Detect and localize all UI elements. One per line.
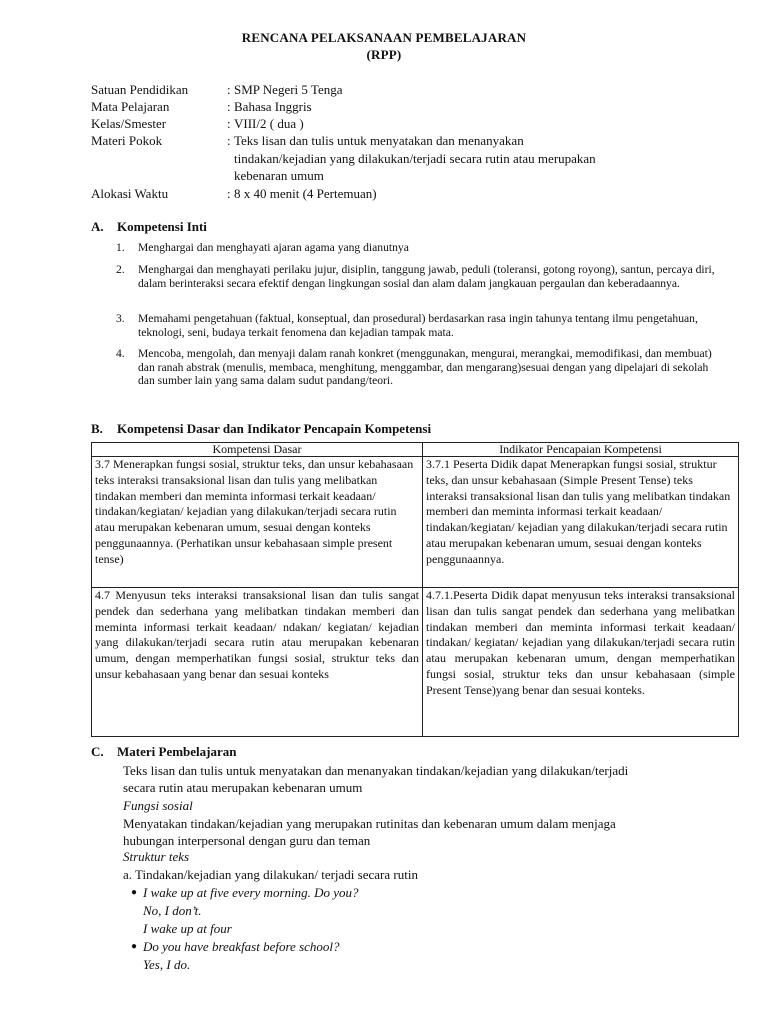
document-title: RENCANA PELAKSANAAN PEMBELAJARAN bbox=[241, 30, 527, 45]
section-title: Materi Pembelajaran bbox=[117, 744, 237, 759]
colon: : bbox=[227, 82, 231, 97]
bullet-icon: ● bbox=[131, 887, 138, 898]
kelas-label: Kelas/Smester bbox=[91, 116, 167, 131]
point-a-text: a. Tindakan/kejadian yang dilakukan/ terjadi secara rutin bbox=[123, 867, 418, 882]
section-a-heading bbox=[91, 219, 207, 235]
materi-label: Materi Pokok bbox=[91, 133, 163, 148]
ki-text: Menghargai dan menghayati perilaku jujur, disiplin, tanggung jawab, peduli (toleransi, gotong royong), santun, percaya diri, dalam berinteraksi secara efektif dengan lingkungan sosial dan alam dalam jangkauan pergaulan dan keberadaannya. bbox=[138, 263, 715, 290]
table-cell-kd: 4.7 Menyusun teks interaksi transaksional lisan dan tulis sangat pendek dan sederhana yang melibatkan tindakan memberi dan meminta informasi terkait keadaan/ ndakan/ kegiatan/ kejadian yang dilakukan/terjadi secara rutin atau merupakan kebenaran umum, dengan memperhatikan fungsi sosial, struktur teks dan unsur kebahasaan yang benar dan sesuai konteks bbox=[92, 588, 423, 737]
colon: : bbox=[227, 133, 231, 148]
bullet-icon: ● bbox=[131, 941, 138, 952]
section-letter: A. bbox=[91, 219, 104, 234]
kelas-value: VIII/2 ( dua ) bbox=[234, 116, 304, 131]
colon: : bbox=[227, 116, 231, 131]
example2-answer1: Yes, I do. bbox=[143, 957, 191, 972]
section-title: Kompetensi Inti bbox=[117, 219, 207, 234]
section-title: Kompetensi Dasar dan Indikator Pencapain Kompetensi bbox=[117, 421, 432, 436]
struktur-teks-label: Struktur teks bbox=[123, 849, 190, 864]
table-cell-ipk: 3.7.1 Peserta Didik dapat Menerapkan fungsi sosial, struktur teks, dan unsur kebahasaan (Simple Present Tense) teks interaksi transaksional lisan dan tulis yang melibatkan tindakan memberi dan meminta informasi terkait keadaan/ tindakan/kegiatan/ kejadian yang dilakukan/terjadi secara rutin atau merupakan kebenaran umum, sesuai dengan konteks penggunaannya. bbox=[423, 457, 739, 588]
materi-value-line2: tindakan/kejadian yang dilakukan/terjadi secara rutin atau merupakan bbox=[234, 151, 596, 166]
fungsi-sosial-line1: Menyatakan tindakan/kejadian yang merupakan rutinitas dan kebenaran umum dalam menjaga bbox=[123, 816, 616, 831]
table-cell-ipk: 4.7.1.Peserta Didik dapat menyusun teks interaksi transaksional lisan dan tulis sangat pendek dan sederhana yang melibatkan tindakan memberi dan meminta informasi terkait keadaan/ tindakan/ kegiatan/ kejadian yang dilakukan/terjadi secara rutin atau merupakan kebenaran umum, dengan memperhatikan fungsi sosial, struktur teks dan unsur kebahasaan (simple Present Tense)yang benar dan sesuai konteks. bbox=[423, 588, 739, 737]
colon: : bbox=[227, 99, 231, 114]
materi-value-line3: kebenaran umum bbox=[234, 168, 324, 183]
section-c-heading bbox=[91, 744, 236, 760]
ki-text: Memahami pengetahuan (faktual, konseptual, dan prosedural) berdasarkan rasa ingin tahunya tentang ilmu pengetahuan, teknologi, seni, budaya terkait fenomena dan kejadian tampak mata. bbox=[138, 312, 698, 339]
ki-text: Mencoba, mengolah, dan menyaji dalam ranah konkret (menggunakan, mengurai, merangkai, memodifikasi, dan membuat) dan ranah abstrak (menulis, membaca, menghitung, menggambar, dan mengarang)sesuai dengan yang dipelajari di sekolah dan sumber lain yang sama dalam sudut pandang/teori. bbox=[138, 347, 712, 387]
example1-answer2: I wake up at four bbox=[143, 921, 232, 936]
kompetensi-table bbox=[91, 442, 739, 737]
fungsi-sosial-label: Fungsi sosial bbox=[123, 798, 193, 813]
table-header-row bbox=[92, 443, 739, 457]
satuan-value: SMP Negeri 5 Tenga bbox=[234, 82, 343, 97]
table-cell-kd: 3.7 Menerapkan fungsi sosial, struktur teks, dan unsur kebahasaan teks interaksi transaksional lisan dan tulis yang melibatkan tindakan memberi dan meminta informasi terkait keadaan/ tindakan/kegiatan/ kejadian yang dilakukan/terjadi secara rutin atau merupakan kebenaran umum, sesuai dengan konteks penggunaannya. (Perhatikan unsur kebahasaan simple present tense) bbox=[92, 457, 423, 588]
materi-value-line1: Teks lisan dan tulis untuk menyatakan dan menanyakan bbox=[234, 133, 524, 148]
ki-number: 3. bbox=[116, 312, 125, 325]
section-letter: C. bbox=[91, 744, 104, 759]
document-subtitle: (RPP) bbox=[366, 47, 402, 62]
satuan-label: Satuan Pendidikan bbox=[91, 82, 189, 97]
alokasi-value: 8 x 40 menit (4 Pertemuan) bbox=[234, 186, 377, 201]
materi-intro-line1: Teks lisan dan tulis untuk menyatakan dan menanyakan tindakan/kejadian yang dilakukan/terjadi bbox=[123, 763, 629, 778]
materi-intro-line2: secara rutin atau merupakan kebenaran umum bbox=[123, 780, 363, 795]
mapel-label: Mata Pelajaran bbox=[91, 99, 170, 114]
ki-text: Menghargai dan menghayati ajaran agama yang dianutnya bbox=[138, 241, 409, 254]
table-row bbox=[92, 457, 739, 588]
table-header-ipk: Indikator Pencapaian Kompetensi bbox=[423, 443, 739, 457]
example1-answer1: No, I don’t. bbox=[143, 903, 202, 918]
fungsi-sosial-line2: hubungan interpersonal dengan guru dan teman bbox=[123, 833, 371, 848]
ki-number: 1. bbox=[116, 241, 125, 254]
section-letter: B. bbox=[91, 421, 103, 436]
section-b-heading bbox=[91, 421, 431, 437]
table-header-kd: Kompetensi Dasar bbox=[92, 443, 423, 457]
colon: : bbox=[227, 186, 231, 201]
table-row bbox=[92, 588, 739, 737]
ki-number: 2. bbox=[116, 263, 125, 276]
alokasi-label: Alokasi Waktu bbox=[91, 186, 169, 201]
example2-question: Do you have breakfast before school? bbox=[143, 939, 340, 954]
mapel-value: Bahasa Inggris bbox=[234, 99, 312, 114]
ki-number: 4. bbox=[116, 347, 125, 360]
example1-question: I wake up at five every morning. Do you? bbox=[143, 885, 359, 900]
